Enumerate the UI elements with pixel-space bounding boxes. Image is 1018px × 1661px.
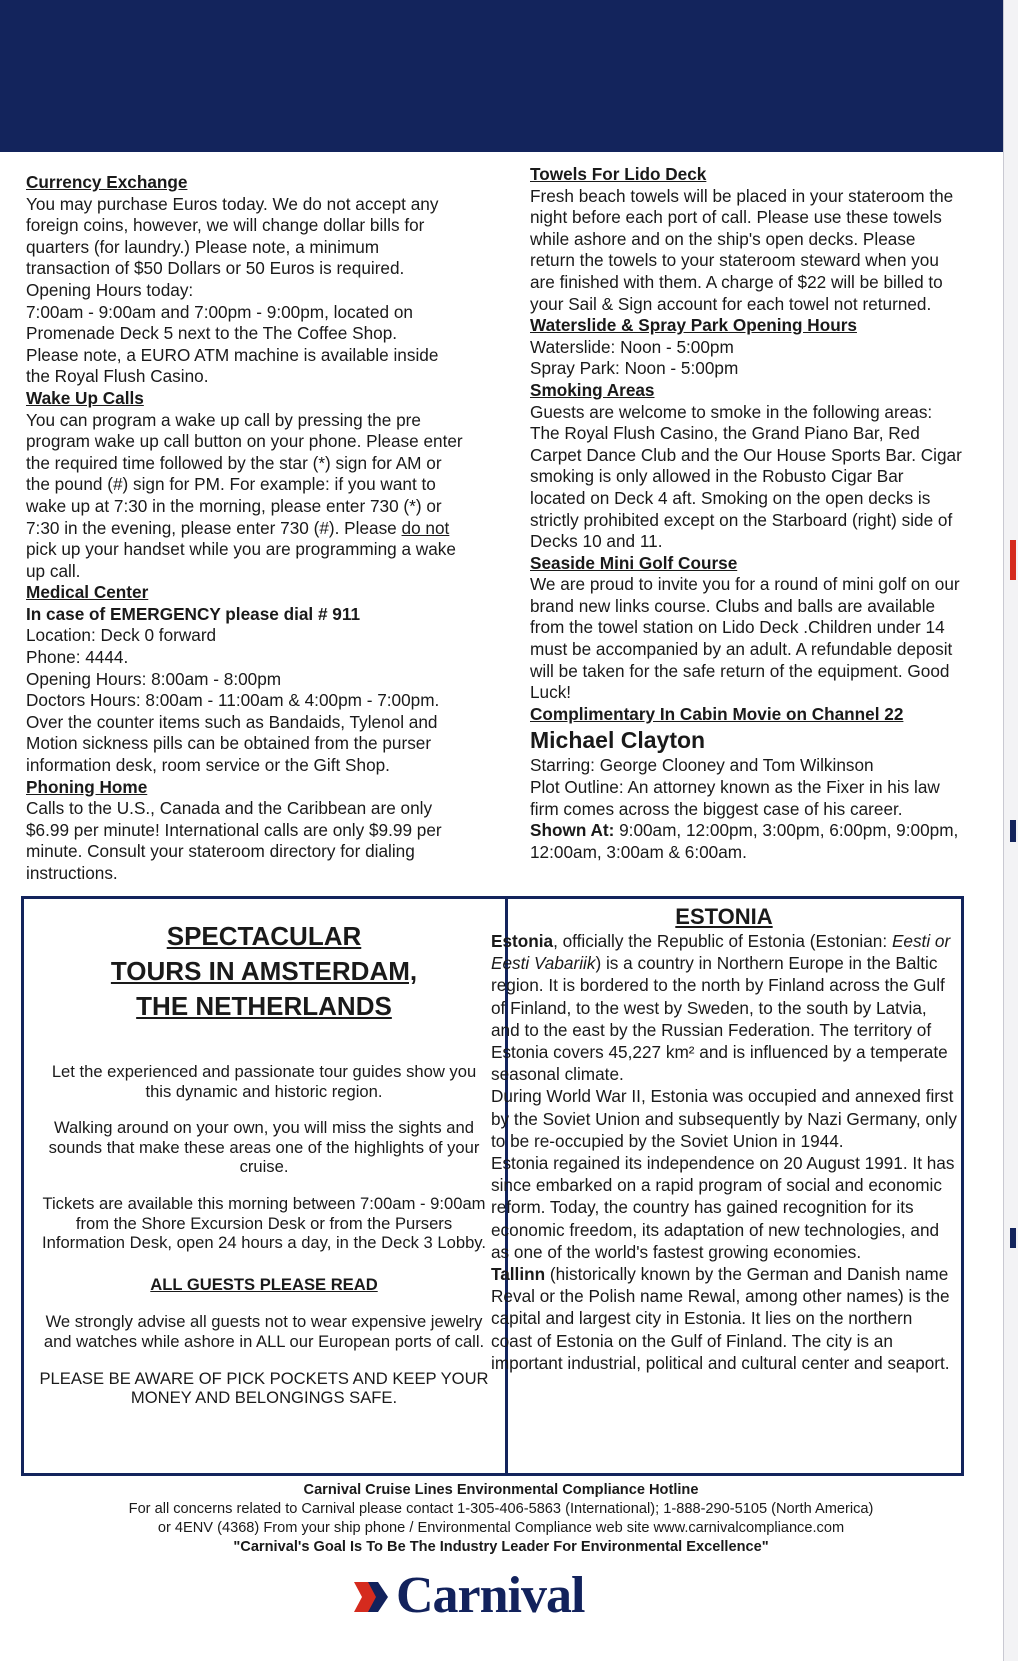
wake-up-calls-do-not: do not (401, 517, 450, 538)
medical-emergency-line: In case of EMERGENCY please dial # 911 (26, 603, 361, 624)
tallinn-term: Tallinn (491, 1264, 546, 1285)
movie-starring: Starring: George Clooney and Tom Wilkinson (530, 755, 874, 776)
compliance-line-1: For all concerns related to Carnival please contact 1-305-406-5863 (International); 1-888-290-5105 (North America) (128, 1501, 874, 1517)
estonia-term: Estonia (491, 931, 554, 951)
phoning-home-text: Calls to the U.S., Canada and the Caribbean are only $6.99 per minute! International calls are only $9.99 per minute. Consult your stateroom directory for dialing instructions. (26, 798, 442, 883)
estonia-paragraph-war: During World War II, Estonia was occupied and annexed first by the Soviet Union and subsequently by Nazi Germany, only to be re-occupied by the Soviet Union in 1944. (491, 1086, 957, 1151)
tours-paragraph-walking: Walking around on your own, you will miss the sights and sounds that make these areas one of the highlights of your cruise. (48, 1118, 480, 1177)
mini-golf-heading: Seaside Mini Golf Course (530, 552, 738, 573)
showtimes-list: 9:00am, 12:00pm, 3:00pm, 6:00pm, 9:00pm, 12:00am, 3:00am & 6:00am. (530, 820, 959, 862)
movie-heading: Complimentary In Cabin Movie on Channel 22 (530, 703, 904, 724)
estonia-native-name: Eesti or Eesti Vabariik (491, 931, 951, 974)
wake-up-calls-text-a: You can program a wake up call by pressing the pre program wake up call button on your phone. Please enter the required time followed by the star (*) sign for AM or the pound (#) sign for PM. For example: if you want to wake up at 7:30 in the morning, please enter 730 (*) or 7:30 in the evening, please enter 730 (#). Please (26, 409, 463, 538)
carnival-logo (352, 1566, 632, 1626)
showtimes-label: Shown At: (530, 820, 615, 841)
compliance-footer (40, 1481, 962, 1557)
carnival-funnel-icon (352, 1580, 390, 1614)
smoking-areas-heading: Smoking Areas (530, 379, 655, 400)
tallinn-text: (historically known by the German and Danish name Reval or the Polish name Rewal, among other names) is the capital and largest city in Estonia. It lies on the northern coast of Estonia on the Gulf of Finland. The city is an important industrial, political and cultural center and seaport. (491, 1264, 950, 1373)
estonia-panel (491, 904, 957, 1374)
tours-paragraph-jewelry: We strongly advise all guests not to wear expensive jewelry and watches while ashore in ALL our European ports of call. (43, 1312, 485, 1351)
medical-opening-hours: Opening Hours: 8:00am - 8:00pm (26, 668, 282, 689)
page-edge (1003, 0, 1018, 1661)
towels-text: Fresh beach towels will be placed in your stateroom the night before each port of call. Please use these towels while ashore and on the ship's open decks. Please return the towels to your stateroom steward when you are finished with them. A charge of $22 will be billed to your Sail & Sign account for each towel not returned. (530, 185, 954, 314)
medical-phone: Phone: 4444. (26, 647, 129, 668)
compliance-line-2: or 4ENV (4368) From your ship phone / Environmental Compliance web site www.carnivalcompliance.com (157, 1520, 845, 1536)
feature-box (21, 896, 964, 1476)
phoning-home-heading: Phoning Home (26, 776, 148, 797)
waterslide-hours: Waterslide: Noon - 5:00pm (530, 336, 734, 357)
carnival-wordmark: Carnival (396, 1567, 585, 1624)
towels-heading: Towels For Lido Deck (530, 164, 707, 184)
medical-doctors-hours: Doctors Hours: 8:00am - 11:00am & 4:00pm - 7:00pm. Over the counter items such as Bandaids, Tylenol and Motion sickness pills can be obtained from the purser information desk, room service or the Gift Shop. (26, 690, 440, 776)
tours-title-line-2: TOURS IN AMSTERDAM, (110, 956, 418, 986)
compliance-heading: Carnival Cruise Lines Environmental Compliance Hotline (303, 1482, 699, 1498)
estonia-intro-b: ) is a country in Northern Europe in the Baltic region. It is bordered to the north by Finland across the Gulf of Finland, to the west by Sweden, to the south by Latvia, and to the east by the Russian Federation. The territory of Estonia covers 45,227 km² and is influenced by a temperate seasonal climate. (491, 953, 948, 1085)
medical-location: Location: Deck 0 forward (26, 625, 217, 646)
left-column (26, 172, 464, 885)
tours-title-line-3: THE NETHERLANDS (136, 991, 392, 1021)
currency-exchange-atm: Please note, a EURO ATM machine is available inside the Royal Flush Casino. (26, 344, 439, 387)
mini-golf-text: We are proud to invite you for a round of mini golf on our brand new links course. Clubs and balls are available from the towel station on Lido Deck .Children under 14 must be accompanied by an adult. A refundable deposit will be taken for the safe return of the equipment. Good Luck! (530, 574, 960, 703)
tours-title (38, 919, 490, 1024)
medical-center-heading: Medical Center (26, 582, 149, 603)
wake-up-calls-heading: Wake Up Calls (26, 387, 144, 408)
edge-mark-blue-lower (1010, 1228, 1016, 1248)
estonia-paragraph-intro (491, 930, 957, 1085)
movie-title: Michael Clayton (530, 727, 706, 754)
right-column (530, 164, 962, 863)
edge-mark-red (1010, 540, 1016, 580)
movie-showtimes (530, 820, 962, 863)
waterslide-heading: Waterslide & Spray Park Opening Hours (530, 315, 857, 336)
header-banner (0, 0, 1004, 152)
tours-paragraph-pickpockets: PLEASE BE AWARE OF PICK POCKETS AND KEEP YOUR MONEY AND BELONGINGS SAFE. (39, 1368, 489, 1408)
estonia-intro-a: , officially the Republic of Estonia (Estonian: (553, 931, 888, 951)
movie-plot: Plot Outline: An attorney known as the Fixer in his law firm comes across the biggest case of his career. (530, 777, 940, 819)
wake-up-calls-text (26, 410, 464, 583)
currency-exchange-hours: 7:00am - 9:00am and 7:00pm - 9:00pm, located on Promenade Deck 5 next to the The Coffee Shop. (26, 301, 413, 344)
tours-paragraph-tickets: Tickets are available this morning between 7:00am - 9:00am from the Shore Excursion Desk or from the Pursers Information Desk, open 24 hours a day, in the Deck 3 Lobby. (42, 1193, 486, 1253)
spray-park-hours: Spray Park: Noon - 5:00pm (530, 358, 739, 379)
compliance-quote: "Carnival's Goal Is To Be The Industry Leader For Environmental Excellence" (233, 1539, 769, 1555)
wake-up-calls-text-b: pick up your handset while you are programming a wake up call. (26, 539, 456, 581)
edge-mark-blue (1010, 820, 1016, 842)
currency-exchange-heading: Currency Exchange (26, 172, 188, 192)
estonia-paragraph-tallinn (491, 1263, 957, 1374)
currency-exchange-text: You may purchase Euros today. We do not accept any foreign coins, however, we will change dollar bills for quarters (for laundry.) Please note, a minimum transaction of $50 Dollars or 50 Euros is required. Opening Hours today: (26, 193, 439, 300)
all-guests-read-heading: ALL GUESTS PLEASE READ (150, 1274, 378, 1294)
estonia-paragraph-independence: Estonia regained its independence on 20 August 1991. It has since embarked on a rapid program of social and economic reform. Today, the country has gained recognition for its economic freedom, its adaptation of new technologies, and as one of the world's fastest growing economies. (491, 1153, 955, 1262)
tours-title-line-1: SPECTACULAR (166, 921, 362, 951)
amsterdam-tours-panel (38, 919, 490, 1425)
smoking-areas-text: Guests are welcome to smoke in the following areas: The Royal Flush Casino, the Grand Piano Bar, Red Carpet Dance Club and the Our House Sports Bar. Cigar smoking is only allowed in the Robusto Cigar Bar located on Deck 4 aft. Smoking on the open decks is strictly prohibited except on the Starboard (right) side of Decks 10 and 11. (530, 401, 962, 552)
estonia-title: ESTONIA (675, 904, 773, 929)
tours-paragraph-guides: Let the experienced and passionate tour guides show you this dynamic and historic region. (51, 1062, 477, 1101)
